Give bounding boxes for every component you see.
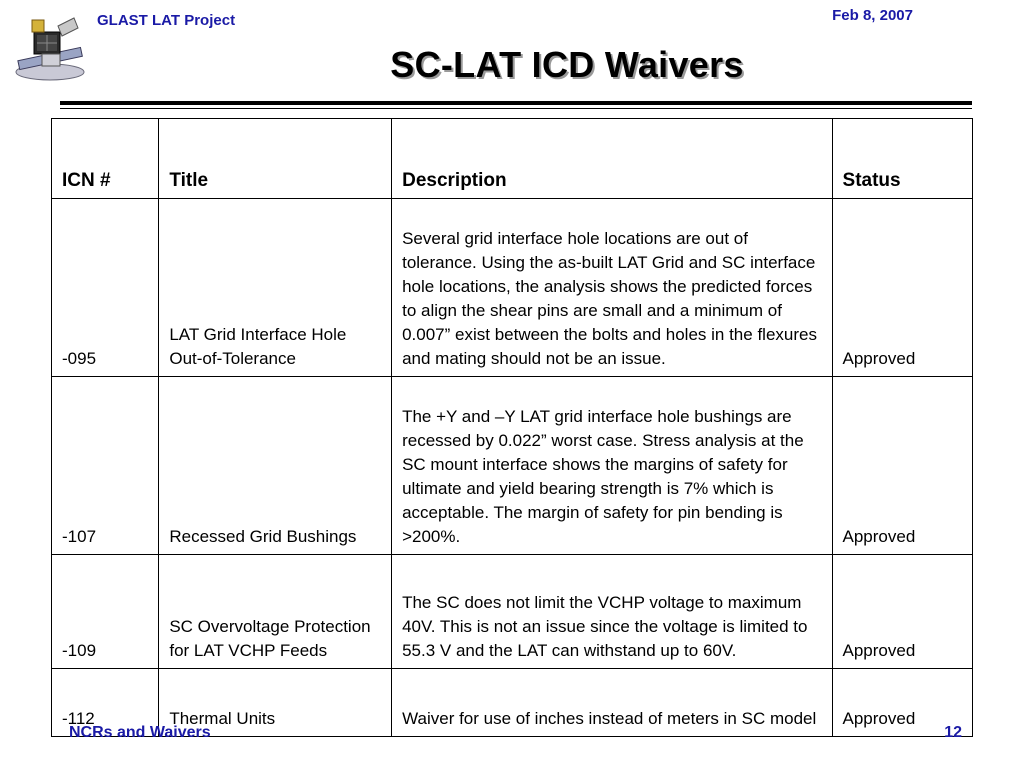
cell-icn: -107	[52, 377, 159, 555]
column-header-icn: ICN #	[52, 119, 159, 199]
column-header-description: Description	[392, 119, 832, 199]
table-row	[52, 199, 973, 377]
title-divider-thin	[60, 108, 972, 109]
project-name: GLAST LAT Project	[97, 12, 236, 29]
cell-icn: -109	[52, 555, 159, 669]
table-row	[52, 377, 973, 555]
cell-title: Recessed Grid Bushings	[159, 377, 392, 555]
waivers-table	[51, 118, 973, 737]
table-header-row	[52, 119, 973, 199]
table-row	[52, 555, 973, 669]
cell-status: Approved	[832, 669, 972, 737]
cell-status: Approved	[832, 199, 972, 377]
page-title: SC-LAT ICD Waivers	[390, 44, 744, 85]
cell-title: Thermal Units	[159, 669, 392, 737]
cell-title: SC Overvoltage Protection for LAT VCHP Feeds	[159, 555, 392, 669]
cell-description: Waiver for use of inches instead of meters in SC model	[392, 669, 832, 737]
cell-description: The +Y and –Y LAT grid interface hole bushings are recessed by 0.022” worst case. Stress analysis at the SC mount interface shows the margins of safety for ultimate and yield bearing strength is 7% which is acceptable. The margin of safety for pin bending is >200%.	[392, 377, 832, 555]
column-header-title: Title	[159, 119, 392, 199]
cell-title: LAT Grid Interface Hole Out-of-Tolerance	[159, 199, 392, 377]
cell-description: The SC does not limit the VCHP voltage to maximum 40V. This is not an issue since the voltage is limited to 55.3 V and the LAT can withstand up to 60V.	[392, 555, 832, 669]
presentation-date: Feb 8, 2007	[832, 7, 913, 24]
title-divider-thick	[60, 101, 972, 105]
cell-description: Several grid interface hole locations are out of tolerance. Using the as-built LAT Grid and SC interface hole locations, the analysis shows the predicted forces to align the shear pins are small and a minimum of 0.007” exist between the bolts and holes in the flexures and mating should not be an issue.	[392, 199, 832, 377]
cell-icn: -112	[52, 669, 159, 737]
cell-icn: -095	[52, 199, 159, 377]
footer-section-name: NCRs and Waivers	[69, 724, 211, 741]
cell-status: Approved	[832, 555, 972, 669]
page-number: 12	[944, 724, 962, 741]
column-header-status: Status	[832, 119, 972, 199]
cell-status: Approved	[832, 377, 972, 555]
